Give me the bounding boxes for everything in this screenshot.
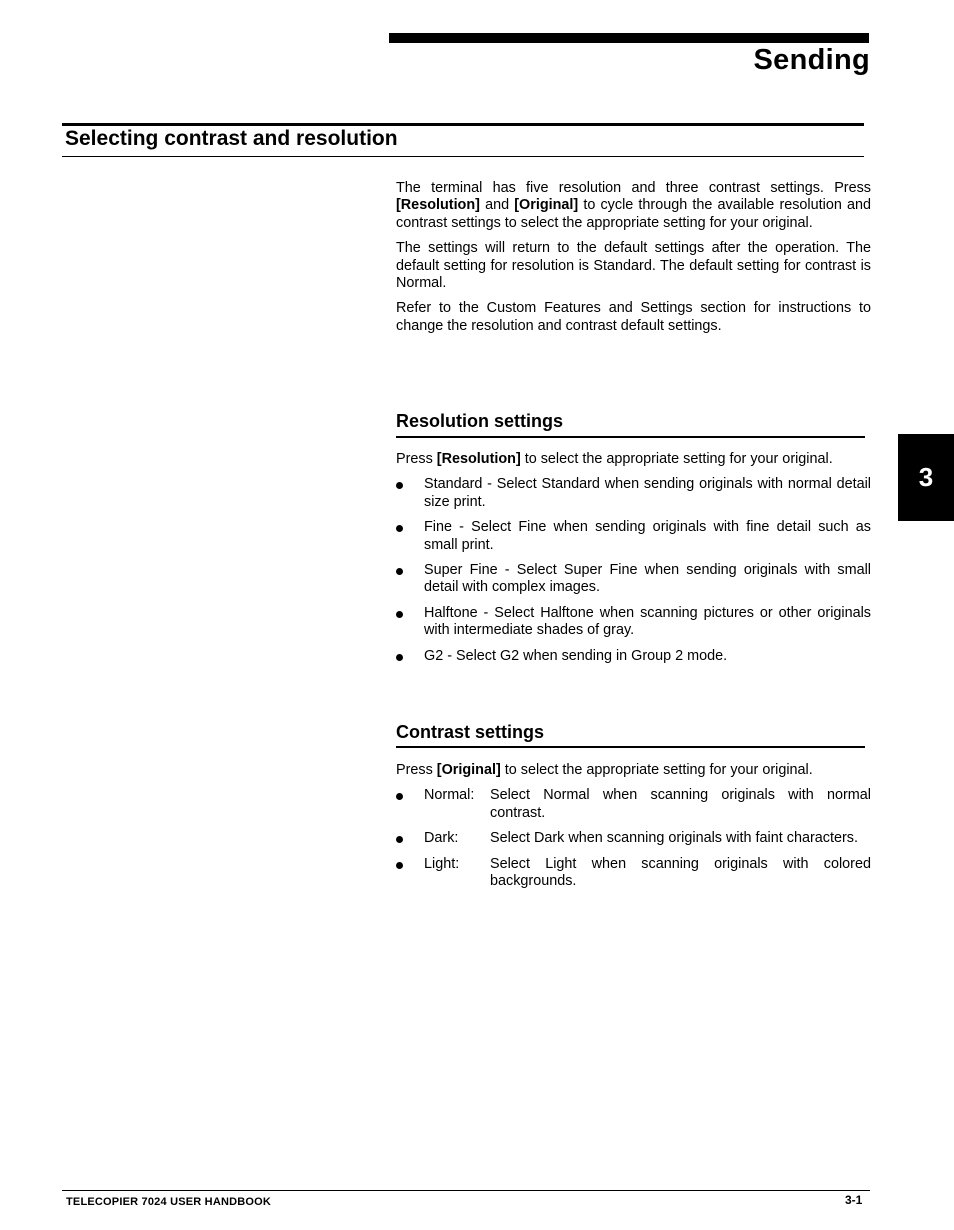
footer-title: TELECOPIER 7024 USER HANDBOOK bbox=[66, 1196, 272, 1208]
contrast-description: Select Light when scanning originals with colored backgrounds. bbox=[490, 855, 871, 890]
list-item-text: Halftone - Select Halftone when scanning pictures or other originals with intermediate shades of gray. bbox=[424, 604, 871, 639]
resolution-key: [Resolution] bbox=[396, 197, 480, 214]
bullet-icon bbox=[396, 611, 403, 618]
resolution-heading-rule bbox=[396, 436, 865, 438]
contrast-settings-heading: Contrast settings bbox=[396, 722, 545, 742]
contrast-description: Select Normal when scanning originals with normal contrast. bbox=[490, 787, 871, 821]
bullet-icon bbox=[396, 525, 403, 532]
list-item bbox=[396, 648, 871, 665]
contrast-label: Normal: bbox=[424, 787, 475, 804]
list-item-text: Super Fine - Select Super Fine when sending originals with small detail with complex images. bbox=[424, 562, 871, 596]
intro-text bbox=[396, 180, 871, 343]
bullet-icon bbox=[396, 793, 403, 800]
intro-paragraph-3: Refer to the Custom Features and Settings section for instructions to change the resolution and contrast default settings. bbox=[396, 300, 871, 334]
bullet-icon bbox=[396, 654, 403, 661]
footer-rule bbox=[62, 1190, 870, 1191]
list-item-text: Standard - Select Standard when sending originals with normal detail size print. bbox=[424, 476, 871, 510]
list-item bbox=[396, 856, 871, 891]
contrast-label: Dark: bbox=[424, 830, 459, 847]
bullet-icon bbox=[396, 568, 403, 575]
resolution-key: [Resolution] bbox=[436, 451, 521, 467]
resolution-settings-heading: Resolution settings bbox=[396, 411, 564, 431]
chapter-tab: 3 bbox=[898, 434, 954, 521]
intro-paragraph-1: The terminal has five resolution and three contrast settings. Press [Resolution] and [Original] to cycle through the available resolution and contrast settings to select the appropriate setting for your original. bbox=[396, 180, 871, 231]
list-item bbox=[396, 787, 871, 822]
list-item bbox=[396, 476, 871, 511]
contrast-instruction: Press [Original] to select the appropriate setting for your original. bbox=[396, 762, 813, 778]
resolution-section bbox=[396, 451, 871, 673]
contrast-description: Select Dark when scanning originals with faint characters. bbox=[490, 830, 858, 847]
resolution-instruction: Press [Resolution] to select the appropriate setting for your original. bbox=[396, 451, 833, 467]
contrast-label: Light: bbox=[424, 855, 460, 872]
list-item bbox=[396, 605, 871, 640]
page-number: 3-1 bbox=[845, 1193, 863, 1207]
bullet-icon bbox=[396, 836, 403, 843]
header-bar bbox=[389, 33, 869, 43]
contrast-heading-rule bbox=[396, 746, 865, 748]
bullet-icon bbox=[396, 862, 403, 869]
section-rule-top bbox=[62, 123, 864, 126]
section-rule-bottom bbox=[62, 156, 864, 157]
bullet-icon bbox=[396, 482, 403, 489]
list-item-text: Fine - Select Fine when sending originals with fine detail such as small print. bbox=[424, 519, 871, 553]
contrast-section bbox=[396, 762, 871, 898]
list-item bbox=[396, 519, 871, 554]
list-item bbox=[396, 830, 871, 847]
chapter-title: Sending bbox=[753, 44, 870, 76]
list-item-text: G2 - Select G2 when sending in Group 2 mode. bbox=[424, 647, 728, 664]
original-key: [Original] bbox=[436, 762, 501, 778]
intro-paragraph-2: The settings will return to the default settings after the operation. The default setting for resolution is Standard. The default setting for contrast is Normal. bbox=[396, 240, 871, 292]
section-title: Selecting contrast and resolution bbox=[65, 127, 398, 150]
original-key: [Original] bbox=[514, 197, 579, 214]
contrast-list bbox=[396, 787, 871, 890]
resolution-list bbox=[396, 476, 871, 665]
list-item bbox=[396, 562, 871, 597]
